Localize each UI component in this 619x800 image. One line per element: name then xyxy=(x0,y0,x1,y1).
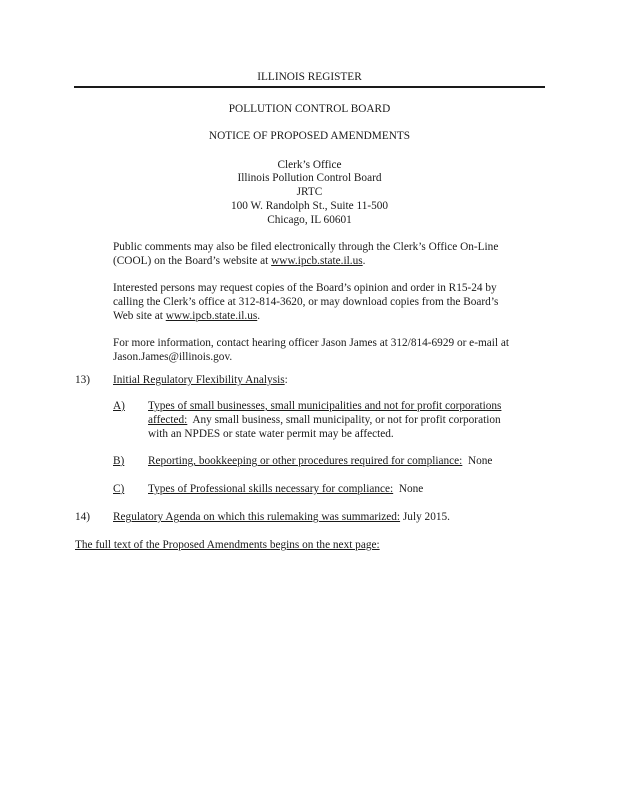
item-13c-label: C) xyxy=(113,483,125,495)
item-13c-value: None xyxy=(393,483,424,495)
address-line-5: Chicago, IL 60601 xyxy=(267,214,352,226)
register-title: ILLINOIS REGISTER xyxy=(257,71,362,83)
item-13c-line xyxy=(148,482,423,496)
item-13a-heading-line-2: affected: xyxy=(148,414,188,426)
contact-paragraph-line-2: Jason.James@illinois.gov. xyxy=(113,351,233,363)
item-13a-line-3: with an NPDES or state water permit may be affected. xyxy=(148,428,394,440)
contact-paragraph-line-1: For more information, contact hearing officer Jason James at 312/814-6929 or e-mail at xyxy=(113,337,510,349)
item-14-heading: Regulatory Agenda on which this rulemaking was summarized: xyxy=(113,511,401,523)
comments-paragraph-line-2 xyxy=(113,254,365,268)
item-14-number: 14) xyxy=(75,511,91,523)
address-line-1: Clerk’s Office xyxy=(277,159,342,171)
comments-paragraph-text: (COOL) on the Board’s website at xyxy=(113,255,272,267)
period: . xyxy=(362,255,366,267)
copies-paragraph-text: Web site at xyxy=(113,310,166,322)
closing-line: The full text of the Proposed Amendments begins on the next page: xyxy=(75,539,380,551)
item-13c-heading: Types of Professional skills necessary for compliance: xyxy=(148,483,394,495)
copies-paragraph-line-1: Interested persons may request copies of the Board’s opinion and order in R15-24 by xyxy=(113,282,497,294)
board-website-link-2[interactable]: www.ipcb.state.il.us xyxy=(165,310,258,322)
item-14-value: July 2015. xyxy=(400,511,450,523)
address-line-2: Illinois Pollution Control Board xyxy=(237,172,382,184)
notice-title: NOTICE OF PROPOSED AMENDMENTS xyxy=(208,130,411,142)
item-13b-label: B) xyxy=(113,455,125,467)
period: . xyxy=(257,310,261,322)
item-13-heading xyxy=(113,373,288,387)
item-13a-text: Any small business, small municipality, or not for profit corporation xyxy=(187,414,501,426)
item-13-number: 13) xyxy=(75,374,91,386)
copies-paragraph-line-2: calling the Clerk’s office at 312-814-3620, or may download copies from the Board’s xyxy=(113,296,499,308)
comments-paragraph-line-1: Public comments may also be filed electronically through the Clerk’s Office On-Line xyxy=(113,241,499,253)
item-13a-line-2 xyxy=(148,413,501,427)
item-13b-value: None xyxy=(462,455,493,467)
board-website-link[interactable]: www.ipcb.state.il.us xyxy=(271,255,363,267)
header-rule xyxy=(74,86,545,88)
item-13-title: Initial Regulatory Flexibility Analysis xyxy=(113,374,285,386)
item-13a-label: A) xyxy=(113,400,125,412)
colon: : xyxy=(284,374,288,386)
item-13a-heading-line-1: Types of small businesses, small municipalities and not for profit corporations xyxy=(148,400,502,412)
address-line-3: JRTC xyxy=(296,186,323,198)
item-13b-line xyxy=(148,454,492,468)
item-14-line xyxy=(113,510,450,524)
item-13b-heading: Reporting, bookkeeping or other procedures required for compliance: xyxy=(148,455,463,467)
address-line-4: 100 W. Randolph St., Suite 11-500 xyxy=(230,200,389,212)
board-title: POLLUTION CONTROL BOARD xyxy=(228,103,391,115)
copies-paragraph-line-3 xyxy=(113,309,260,323)
